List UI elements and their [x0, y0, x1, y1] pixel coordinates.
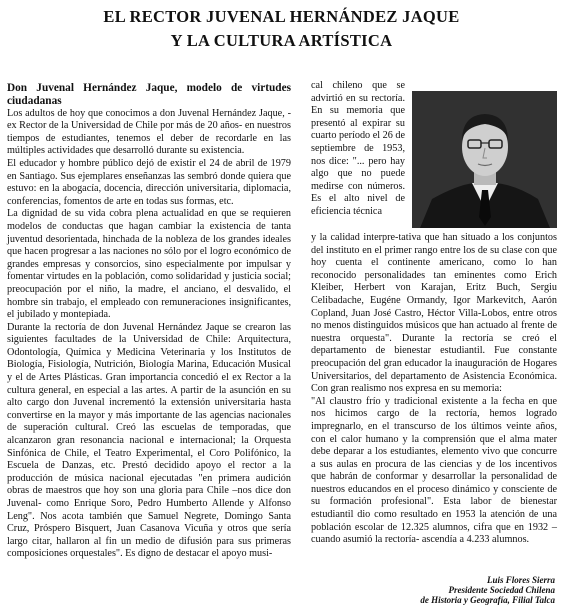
right-column-top	[311, 80, 405, 219]
portrait-photo	[412, 91, 557, 228]
author-role-1: Presidente Sociedad Chilena	[448, 585, 555, 595]
article-subtitle: Don Juvenal Hernández Jaque, modelo de virtudes ciudadanas	[7, 82, 291, 107]
paragraph: y la calidad interpre-tativa que han situado a los conjuntos del instituto en el primer rango entre los de su clase con que hoy cuenta el continente americano, como lo han reconocido personalidades tan eminentes como Erich Kleiber, Herbert von Karajan, Eritz Buch, Sergiu Celibadache, Eugéne Ormandy, Igor Markevitch, Aarón Copland, Juan José Castro, Héctor Villa-Lobos, entre otros no menos distinguidos músicos que han actuado al frente de nuestra orquesta". Durante la rectoría se creó el departamento de bienestar estudiantil. Fue constante preocupación del gran educador la inauguración de Hogares Universitarios, del departamento de Asistencia Económica. Con gran realismo nos expresa en su memoria:	[311, 232, 557, 395]
paragraph: "Al claustro frío y tradicional existente a la fecha en que nos hicimos cargo de la rectoría, hemos logrado impregnarlo, en el transcurso de los últimos veinte años, con el calor humano y la comprensión que el alma mater debe deparar a los estudiantes, elemento vivo que concurre a sus aulas en procura de las ciencias y de los incentivos que habrán de conformar y desarrollar la personalidad de nuestros educandos en el proceso dinámico y consciente de su formación profesional". Esta labor de bienestar estudiantil dio como resultado en 1953 la atención de una población escolar de 12.325 alumnos, cifra que en 1932 –cuando asumió la rectoría- ascendía a 4.233 alumnos.	[311, 395, 557, 546]
portrait-image	[412, 91, 557, 228]
paragraph: Durante la rectoría de don Juvenal Hernández Jaque se crearon las siguientes facultades de la Universidad de Chile: Arquitectura, Odontología, Química y Medicina Veterinaria y los Institutos de Biología, Fisiología, Nutrición, Biología Marina, Educación Musical y el de Artes Plásticas. Gran importancia concedió el ex Rector a la cultura general, en especial a las artes. A partir de la asunción en su alto cargo don Juvenal incrementó la extensión universitaria hasta convertirse en la mayor y más importante de las agencias nacionales de superación cultural. Creó las escuelas de temporadas, que alcanzaron gran resonancia nacional e internacional; la Orquesta Sinfónica de Chile, el Teatro Experimental, el Coro Polifónico, la Escuela de Danzas, etc. Prestó decidido apoyo el rector a la producción de música nacional ejecutadas "en primera audición obras de maestros que hoy son una gloria para Chile –nos dice don Juvenal- como Enrique Soro, Pedro Humberto Allende y Alfonso Leng". Nos acota también que Samuel Negrete, Domingo Santa Cruz, Próspero Bisquert, Juan Casanova Vicuña y otros que sería largo citar, hallaron al fin un medio de difusión para sus primeras composiciones orquestales". Es digno de destacar el apoyo musi-	[7, 321, 291, 560]
author-name: Luis Flores Sierra	[486, 575, 555, 585]
paragraph: cal chileno que se advirtió en su rectoría. En su memoria que presentó al expirar su cuarto período el 26 de septiembre de 1953, nos dice: "... pero hay algo que no puede medirse con números. Es el alto nivel de eficiencia técnica	[311, 80, 405, 217]
signature-block	[420, 575, 555, 605]
left-column	[7, 82, 291, 561]
paragraph: Los adultos de hoy que conocimos a don Juvenal Hernández Jaque, -ex Rector de la Universidad de Chile por más de 20 años- en nuestros tiempos de estudiantes, tenemos el deber de recordarle en las múltiples actividades que desarrolló durante su existencia.	[7, 107, 291, 157]
author-role-2: de Historia y Geografía, Filial Talca	[420, 595, 555, 605]
right-column-bottom	[311, 232, 557, 547]
article-title-line-1: EL RECTOR JUVENAL HERNÁNDEZ JAQUE	[103, 7, 460, 26]
article-title-line-2: Y LA CULTURA ARTÍSTICA	[170, 31, 393, 50]
paragraph: El educador y hombre público dejó de existir el 24 de abril de 1979 en Santiago. Sus ejemplares enseñanzas las sembró donde quiera que estuvo: en la abogacía, docencia, dirección universitaria, diplomacia, conferencias, fomentos de arte en todas sus formas, etc.	[7, 157, 291, 207]
paragraph: La dignidad de su vida cobra plena actualidad en que se requieren modelos de conductas que hagan cambiar la existencia de tanta juventud desorientada, hinchada de la nobleza de los grandes ideales que hacen progresar a las naciones no sólo por el logro económico de grandes empresas y consorcios, sino especialmente por impulsar y fomentar virtudes en la población, como solidaridad y justicia social; preocupación por el niño, la madre, el anciano, el desvalido, el hombre sin trabajo, el empleado con remuneraciones insignificantes, el jubilado y montepiada.	[7, 208, 291, 321]
